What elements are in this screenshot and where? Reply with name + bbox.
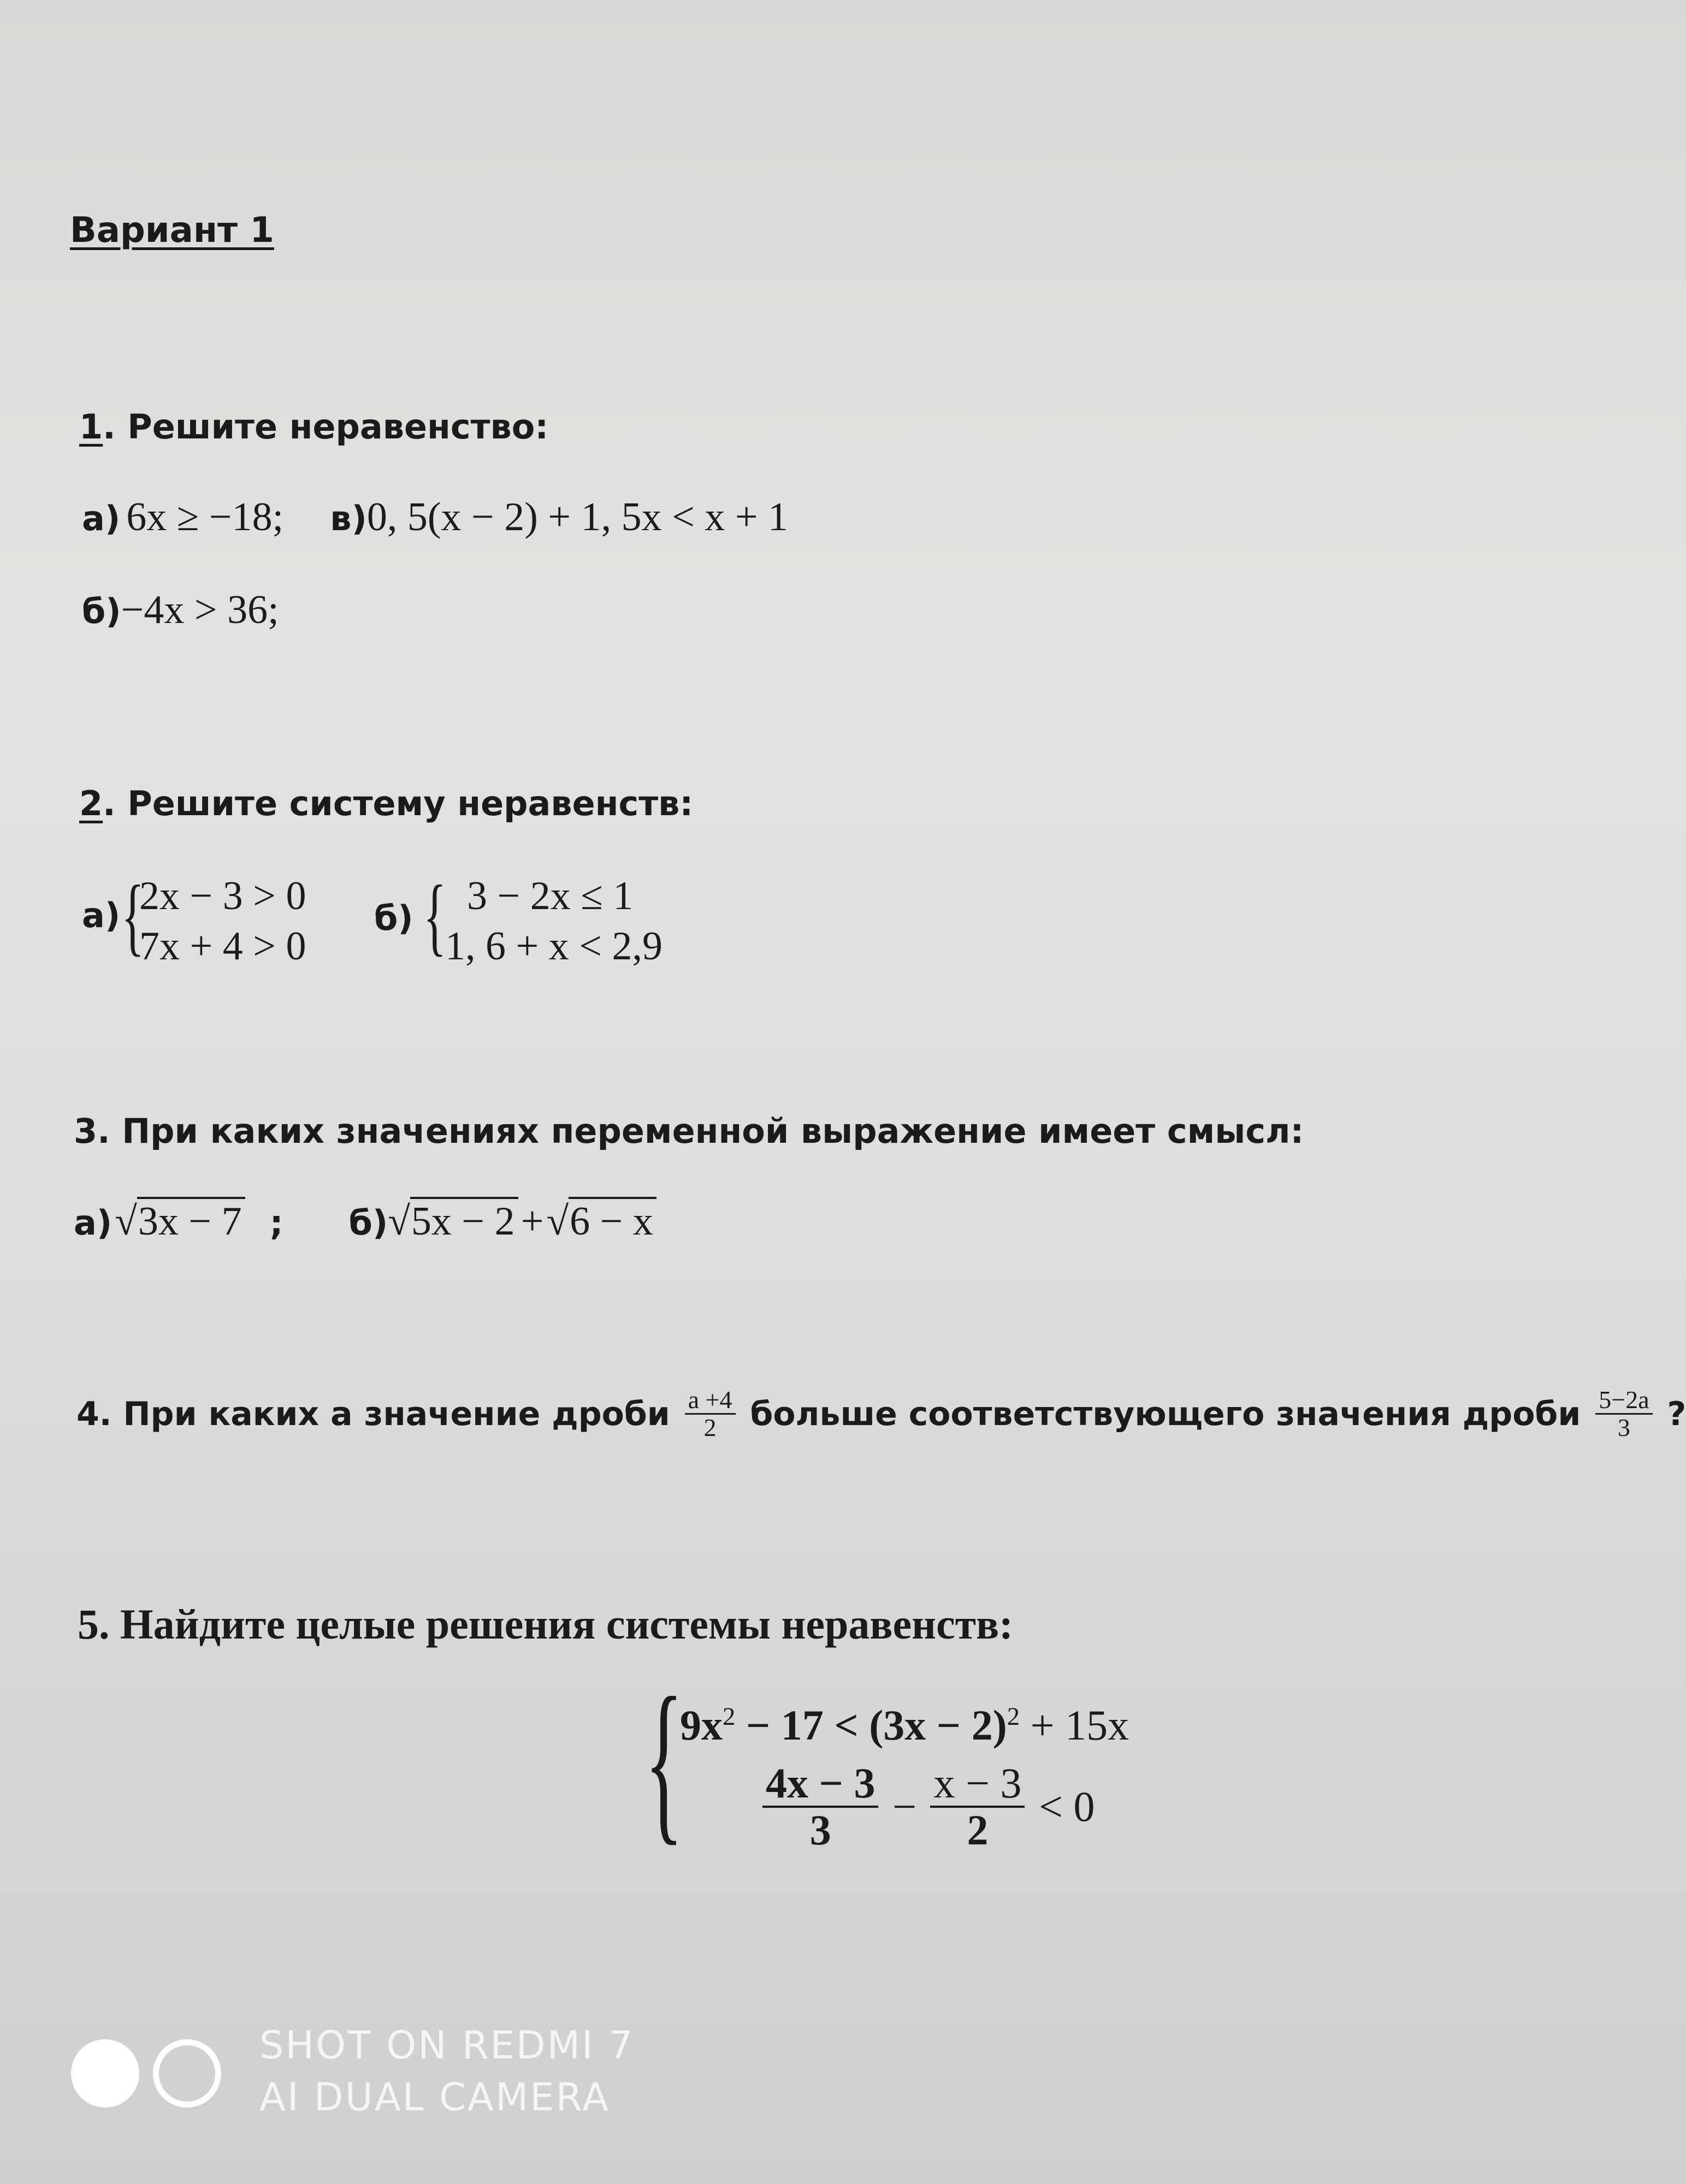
watermark-line1: SHOT ON REDMI 7	[259, 2023, 635, 2068]
task2-a-system	[139, 871, 306, 971]
task2-b-line1: 3 − 2x ≤ 1	[467, 874, 634, 918]
task3-a-root	[115, 1197, 245, 1244]
task5-frac1-num: 4x − 3	[762, 1761, 878, 1808]
task1-row-b	[82, 587, 279, 633]
task5-frac2-den: 2	[967, 1806, 989, 1854]
task4-frac2-num: 5−2a	[1595, 1387, 1652, 1415]
task4-text1: 4. При каких а значение дроби	[76, 1394, 670, 1433]
task5-brace: {	[644, 1661, 684, 1860]
task5-line2	[759, 1761, 1095, 1853]
watermark-dot-ring-icon	[153, 2039, 221, 2108]
task1-b-expr: −4x > 36;	[121, 587, 279, 632]
task5-line1	[680, 1701, 1129, 1750]
task4-frac1-num: a +4	[685, 1387, 736, 1415]
task5-tail: < 0	[1038, 1782, 1095, 1830]
task2-a-line2: 7x + 4 > 0	[139, 924, 306, 969]
task2-number: 2	[79, 784, 103, 823]
task5-line1-c: + 15x	[1020, 1701, 1129, 1749]
task3-b-root2	[547, 1197, 656, 1244]
task5-heading: 5. Найдите целые решения системы неравенств:	[78, 1600, 1014, 1648]
task5-minus: −	[892, 1782, 916, 1830]
watermark-dot-filled-icon	[71, 2039, 139, 2108]
watermark-line2: AI DUAL CAMERA	[259, 2075, 611, 2120]
task3-b-label: б)	[348, 1203, 388, 1243]
task4-row	[76, 1387, 1686, 1441]
task3-separator: ;	[269, 1203, 283, 1243]
task2-a-brace: {	[121, 867, 145, 964]
task3-row	[74, 1198, 656, 1245]
task1-v-label: в)	[330, 498, 367, 538]
task1-v-expr: 0, 5(x − 2) + 1, 5x < x + 1	[366, 495, 789, 539]
task5-line1-exp2: 2	[1007, 1702, 1020, 1731]
task2-title: . Решите систему неравенств:	[103, 784, 694, 823]
task5-frac1-den: 3	[809, 1806, 831, 1854]
task1-a-label: а)	[82, 498, 121, 538]
task3-b-radicand1: 5x − 2	[410, 1197, 518, 1244]
task2-b-system	[445, 871, 662, 971]
variant-title: Вариант 1	[70, 210, 274, 251]
sqrt-symbol: √	[388, 1199, 410, 1244]
task4-fraction1	[685, 1387, 736, 1441]
task1-a-expr: 6x ≥ −18;	[126, 495, 284, 539]
task1-b-label: б)	[82, 591, 121, 631]
task3-a-radicand: 3x − 7	[137, 1197, 245, 1244]
task2-a-label: а)	[82, 895, 121, 935]
task1-number: 1	[79, 407, 103, 447]
sqrt-symbol: √	[115, 1199, 137, 1244]
task2-a-line1: 2x − 3 > 0	[139, 874, 306, 918]
task4-text3: ?	[1667, 1394, 1686, 1433]
task2-b-brace: {	[423, 867, 447, 964]
task2-b-line2: 1, 6 + x < 2,9	[445, 924, 662, 969]
task3-heading: 3. При каких значениях переменной выражение имеет смысл:	[74, 1111, 1304, 1151]
task5-fraction1	[762, 1761, 878, 1853]
task3-b-plus: +	[520, 1199, 544, 1244]
task5-line1-a: 9x	[680, 1701, 723, 1749]
task1-title: . Решите неравенство:	[103, 407, 549, 447]
task3-b-root1	[388, 1197, 518, 1244]
task5-line1-exp: 2	[723, 1702, 736, 1731]
task2-b-label: б)	[374, 898, 413, 938]
sqrt-symbol: √	[546, 1199, 569, 1244]
task4-text2: больше соответствующего значения дроби	[750, 1394, 1581, 1433]
task5-line1-b: − 17 < (3x − 2)	[735, 1701, 1007, 1749]
task4-frac2-den: 3	[1617, 1414, 1630, 1442]
task5-fraction2	[930, 1761, 1025, 1853]
task1-heading	[79, 407, 548, 447]
task5-frac2-num: x − 3	[930, 1761, 1025, 1808]
task3-a-label: а)	[74, 1203, 113, 1243]
task4-fraction2	[1595, 1387, 1652, 1441]
task3-b-radicand2: 6 − x	[569, 1197, 656, 1244]
task1-row-a-v	[82, 494, 788, 541]
task2-heading	[79, 784, 693, 823]
task4-frac1-den: 2	[703, 1414, 717, 1442]
